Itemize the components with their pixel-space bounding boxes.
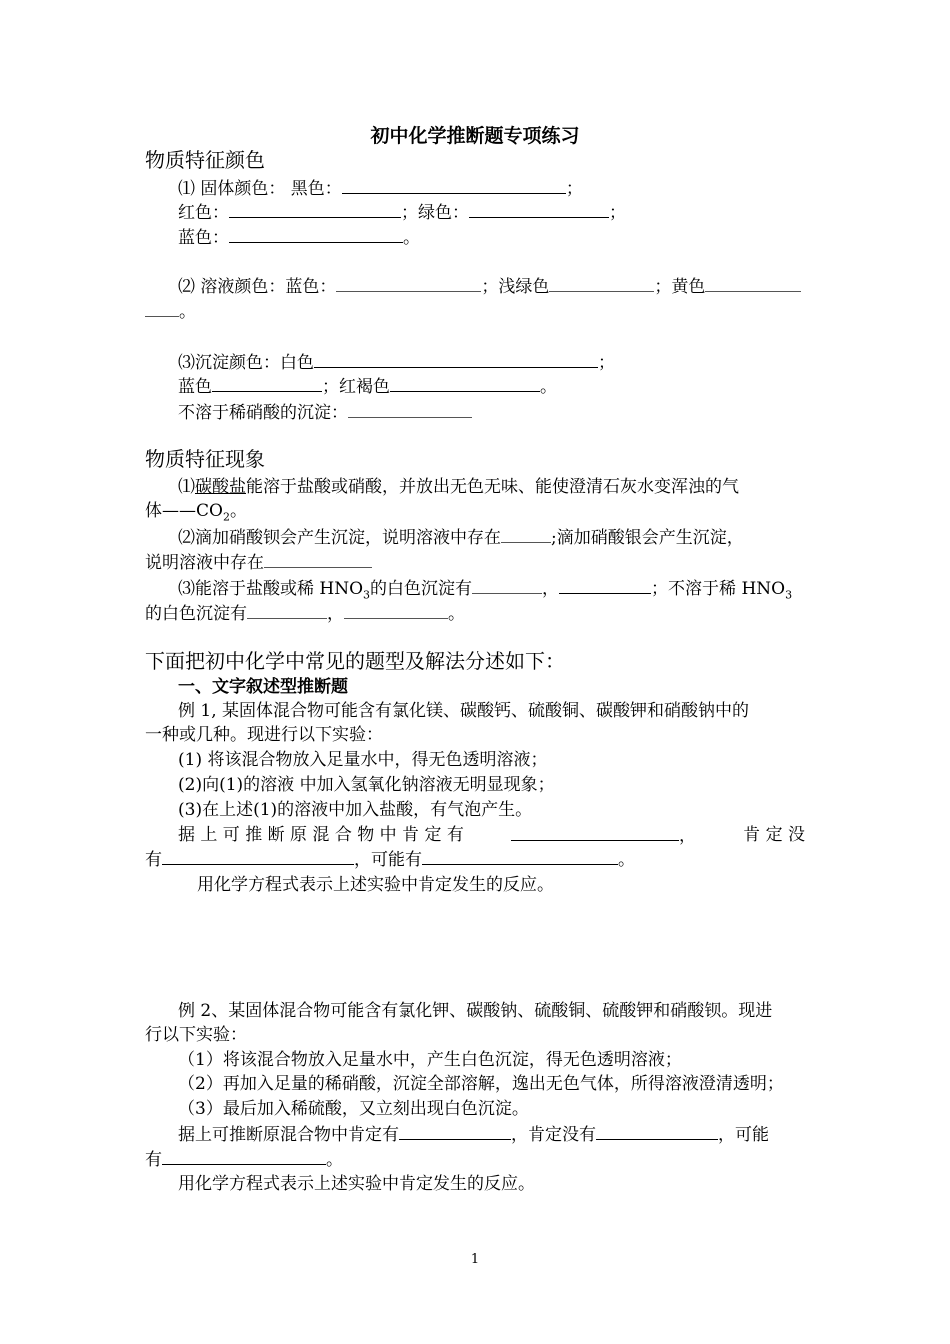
precipitate-white-line: ⑶沉淀颜色：白色 ；: [178, 350, 615, 375]
answer-blank[interactable]: [469, 200, 609, 218]
solid-color-line: ⑴ 固体颜色： 黑色： ；: [178, 176, 583, 201]
example1-step3: (3)在上述(1)的溶液中加入盐酸，有气泡产生。: [178, 800, 533, 820]
section-heading-phenomena: 物质特征现象: [145, 447, 265, 471]
solution-blue-label: ⑵ 溶液颜色：蓝色：: [178, 277, 337, 297]
example2-line2: 行以下实验：: [145, 1025, 247, 1045]
answer-blank[interactable]: [390, 374, 540, 392]
carbonate-line: ⑴碳酸盐能溶于盐酸或硝酸，并放出无色无味、能使澄清石灰水变浑浊的气: [178, 477, 739, 497]
answer-blank[interactable]: [559, 576, 651, 594]
solution-color-line: [178, 274, 801, 299]
answer-blank[interactable]: [511, 823, 679, 841]
section-heading-problem-types: 下面把初中化学中常见的题型及解法分述如下：: [145, 649, 565, 673]
answer-blank[interactable]: [264, 550, 372, 568]
carbonate-line-cont: 体$——CO_2$。: [145, 501, 247, 524]
answer-blank[interactable]: [229, 200, 401, 218]
light-green-label: ；浅绿色: [481, 277, 550, 297]
barium-silver-line: ⑵滴加硝酸钡会产生沉淀，说明溶液中存在 ;滴加硝酸银会产生沉淀，: [178, 525, 744, 550]
answer-blank[interactable]: [399, 1122, 511, 1140]
solution-color-line-cont: 。: [145, 299, 196, 324]
subheading-text-type: 一、文字叙述型推断题: [178, 677, 348, 697]
precipitate-blue-red-line: 蓝色 ；红褐色 。: [178, 374, 557, 399]
yellow-label: ；黄色: [654, 277, 706, 297]
example1-step2: (2)向(1)的溶液 中加入氢氧化钠溶液无明显现象；: [178, 775, 555, 795]
example1-step1: (1) 将该混合物放入足量水中，得无色透明溶液；: [178, 750, 548, 770]
insoluble-nitric-label: 不溶于稀硝酸的沉淀：: [178, 403, 348, 423]
answer-blank[interactable]: [145, 299, 179, 317]
answer-blank[interactable]: [212, 374, 322, 392]
blue-label: 蓝色：: [178, 228, 229, 248]
green-label: ；绿色：: [401, 203, 469, 223]
solid-blue-line: 蓝色： 。: [178, 225, 420, 250]
answer-blank[interactable]: [549, 274, 654, 292]
insoluble-nitric-line: [178, 400, 472, 425]
example2-equation-prompt: 用化学方程式表示上述实验中肯定发生的反应。: [178, 1174, 535, 1194]
example2-conclusion: 据上可推断原混合物中肯定有 ，肯定没有 ，可能: [178, 1122, 769, 1147]
section-heading-color: 物质特征颜色: [145, 148, 265, 172]
barium-silver-line-cont: 说明溶液中存在: [145, 550, 372, 575]
precipitate-blue-label: 蓝色: [178, 377, 212, 397]
example2-line1: 例 2、某固体混合物可能含有氯化钾、碳酸钠、硫酸铜、硫酸钾和硝酸钡。现进: [178, 1001, 773, 1021]
solid-black-label: ⑴ 固体颜色： 黑色：: [178, 179, 342, 199]
example2-step3: （3）最后加入稀硫酸，又立刻出现白色沉淀。: [178, 1099, 529, 1119]
answer-blank[interactable]: [596, 1122, 718, 1140]
example1-equation-prompt: 用化学方程式表示上述实验中肯定发生的反应。: [197, 875, 554, 895]
white-precipitate-line-cont: 的白色沉淀有 ， 。: [145, 601, 465, 626]
answer-blank[interactable]: [705, 274, 801, 292]
example1-line1: 例 1, 某固体混合物可能含有氯化镁、碳酸钙、硫酸铜、碳酸钾和硝酸钠中的: [178, 701, 750, 721]
page-title: 初中化学推断题专项练习: [370, 125, 580, 147]
example2-step1: （1）将该混合物放入足量水中，产生白色沉淀，得无色透明溶液；: [178, 1050, 682, 1070]
white-precipitate-line: ⑶能溶于盐酸或稀 $HNO_3$的白色沉淀有 ， ；不溶于稀 $HNO_3$: [178, 576, 792, 607]
red-label: 红色：: [178, 203, 229, 223]
answer-blank[interactable]: [422, 847, 618, 865]
answer-blank[interactable]: [314, 350, 598, 368]
example1-conclusion: 据 上 可 推 断 原 混 合 物 中 肯 定 有 ， 肯 定 没: [178, 825, 805, 846]
example2-conclusion-cont: 有 。: [145, 1147, 343, 1172]
answer-blank[interactable]: [348, 400, 472, 418]
answer-blank[interactable]: [342, 176, 566, 194]
carbonate-term: 碳酸盐: [195, 477, 246, 497]
answer-blank[interactable]: [501, 525, 551, 543]
answer-blank[interactable]: [162, 1147, 326, 1165]
precipitate-white-label: ⑶沉淀颜色：白色: [178, 353, 314, 373]
answer-blank[interactable]: [162, 847, 354, 865]
answer-blank[interactable]: [336, 274, 481, 292]
answer-blank[interactable]: [247, 601, 327, 619]
solid-red-green-line: 红色： ；绿色： ；: [178, 200, 626, 225]
example2-step2: （2）再加入足量的稀硝酸，沉淀全部溶解，逸出无色气体，所得溶液澄清透明；: [178, 1074, 784, 1094]
page-number: 1: [470, 1252, 480, 1267]
example1-line2: 一种或几种。现进行以下实验：: [145, 725, 383, 745]
red-brown-label: ；红褐色: [322, 377, 390, 397]
answer-blank[interactable]: [344, 601, 448, 619]
example1-conclusion-cont: 有 ，可能有 。: [145, 847, 635, 872]
answer-blank[interactable]: [229, 225, 403, 243]
answer-blank[interactable]: [472, 576, 542, 594]
